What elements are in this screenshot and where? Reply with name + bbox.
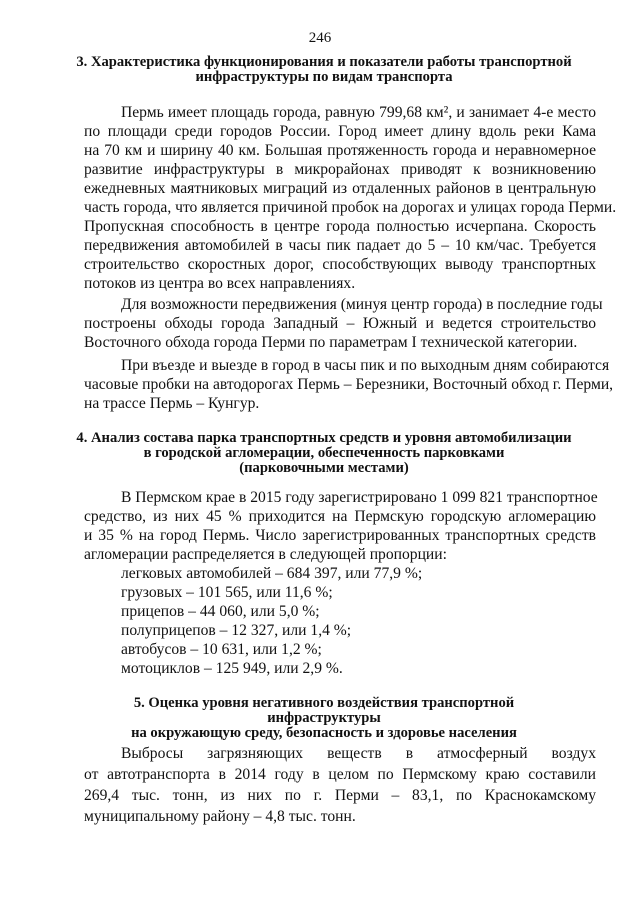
text-line: муниципальному району – 4,8 тыс. тонн. bbox=[84, 808, 356, 825]
text-line: Для возможности передвижения (минуя центр города) в последние годы bbox=[121, 296, 603, 313]
heading-line: 3. Характеристика функционирования и показатели работы транспортной bbox=[76, 54, 572, 70]
heading-line: 4. Анализ состава парка транспортных средств и уровня автомобилизации bbox=[76, 430, 572, 446]
text-line: средство, из них 45 % приходится на Пермскую городскую агломерацию bbox=[84, 508, 596, 525]
text-line: по площади среди городов России. Город имеет длину вдоль реки Кама bbox=[84, 123, 596, 140]
text-line: на 70 км и ширину 40 км. Большая протяженность города и неравномерное bbox=[84, 142, 596, 159]
section-4-heading bbox=[76, 431, 572, 476]
text-line: строительство скоростных дорог, способствующих выводу транспортных bbox=[84, 256, 596, 273]
text-line: потоков из центра во всех направлениях. bbox=[84, 275, 356, 292]
heading-line: в городской агломерации, обеспеченность парковками bbox=[143, 445, 505, 461]
list-item: автобусов – 10 631, или 1,2 %; bbox=[121, 641, 322, 658]
text-line: Пермь имеет площадь города, равную 799,68 км², и занимает 4-е место bbox=[121, 104, 596, 121]
page-number: 246 bbox=[308, 30, 332, 46]
heading-line: 5. Оценка уровня негативного воздействия транспортной инфраструктуры bbox=[133, 695, 515, 726]
text-line: Восточного обхода города Перми по параметрам I технической категории. bbox=[84, 334, 578, 351]
text-line: от автотранспорта в 2014 году в целом по Пермскому краю составили bbox=[84, 766, 596, 783]
text-line: развитие инфраструктуры в микрорайонах приводят к возникновению bbox=[84, 161, 596, 178]
text-line: построены обходы города Западный – Южный и ведется строительство bbox=[84, 315, 596, 332]
text-line: В Пермском крае в 2015 году зарегистрировано 1 099 821 транспортное bbox=[121, 489, 598, 506]
text-line: часть города, что является причиной пробок на дорогах и улицах города Перми. bbox=[84, 199, 617, 216]
text-line: агломерации распределяется в следующей пропорции: bbox=[84, 546, 447, 563]
list-item: грузовых – 101 565, или 11,6 %; bbox=[121, 584, 333, 601]
heading-line: на окружающую среду, безопасность и здоровье населения bbox=[131, 725, 517, 741]
section-3-heading bbox=[76, 55, 572, 85]
text-line: При въезде и выезде в город в часы пик и по выходным дням собираются bbox=[121, 357, 610, 374]
heading-line: (парковочными местами) bbox=[239, 460, 409, 476]
list-item: мотоциклов – 125 949, или 2,9 %. bbox=[121, 660, 343, 677]
heading-line: инфраструктуры по видам транспорта bbox=[195, 69, 453, 85]
list-item: легковых автомобилей – 684 397, или 77,9 %; bbox=[121, 565, 423, 582]
list-item: прицепов – 44 060, или 5,0 %; bbox=[121, 603, 320, 620]
text-line: передвижения автомобилей в часы пик падает до 5 – 10 км/час. Требуется bbox=[84, 237, 596, 254]
text-line: часовые пробки на автодорогах Пермь – Березники, Восточный обход г. Перми, bbox=[84, 376, 614, 393]
text-line: ежедневных маятниковых миграций из отдаленных районов в центральную bbox=[84, 180, 596, 197]
text-line: Выбросы загрязняющих веществ в атмосферный воздух bbox=[121, 745, 596, 762]
text-line: на трассе Пермь – Кунгур. bbox=[84, 395, 260, 412]
text-line: Пропускная способность в центре города полностью исчерпана. Скорость bbox=[84, 218, 596, 235]
section-5-heading bbox=[76, 696, 572, 741]
text-line: 269,4 тыс. тонн, из них по г. Перми – 83,1, по Краснокамскому bbox=[84, 787, 596, 804]
text-line: и 35 % на город Пермь. Число зарегистрированных транспортных средств bbox=[84, 527, 596, 544]
list-item: полуприцепов – 12 327, или 1,4 %; bbox=[121, 622, 352, 639]
